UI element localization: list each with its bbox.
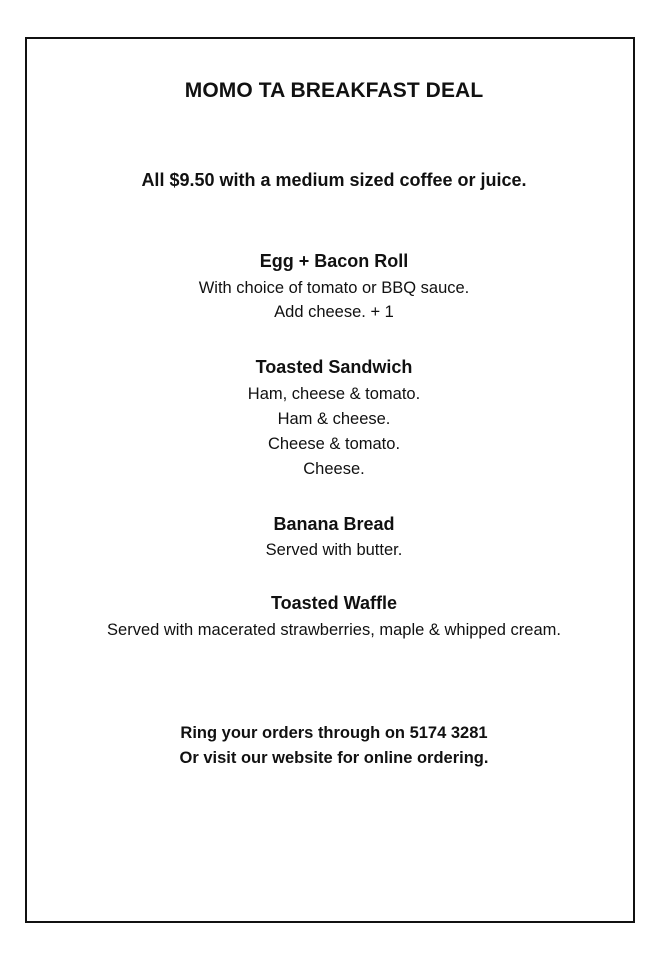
menu-item-heading: Toasted Waffle	[270, 593, 397, 613]
menu-item-description: Served with macerated strawberries, maple & whipped cream.	[107, 621, 561, 639]
online-order-line: Or visit our website for online ordering.	[179, 749, 489, 767]
menu-item-description: Served with butter.	[265, 541, 403, 559]
menu-item-heading: Banana Bread	[273, 514, 395, 534]
menu-title: MOMO TA BREAKFAST DEAL	[184, 79, 484, 102]
deal-price-line: All $9.50 with a medium sized coffee or juice.	[141, 170, 527, 190]
menu-item-heading: Egg + Bacon Roll	[259, 251, 409, 271]
menu-item-description: With choice of tomato or BBQ sauce.	[198, 279, 470, 297]
menu-item-description: Ham, cheese & tomato.	[247, 385, 421, 403]
menu-item-description: Cheese & tomato.	[267, 435, 401, 453]
menu-item-description: Cheese.	[303, 460, 365, 478]
phone-order-line: Ring your orders through on 5174 3281	[180, 724, 488, 742]
menu-item-heading: Toasted Sandwich	[255, 357, 413, 377]
menu-item-description: Ham & cheese.	[277, 410, 391, 428]
menu-item-description: Add cheese. + 1	[274, 303, 394, 321]
